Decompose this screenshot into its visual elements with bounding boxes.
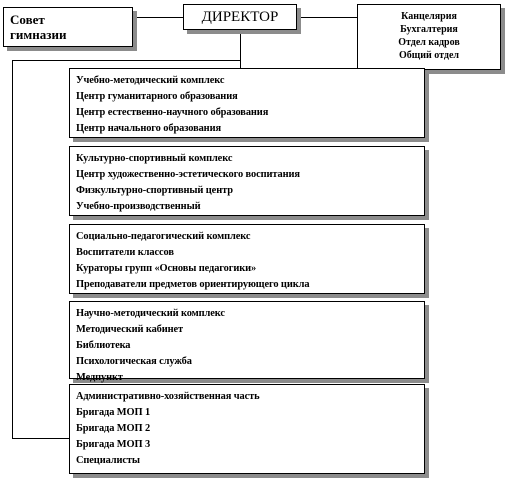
council-line-1: Совет — [10, 12, 45, 27]
complex-title: Административно-хозяйственная часть — [76, 391, 260, 402]
office-item: Бухгалтерия — [400, 24, 458, 35]
office-item: Канцелярия — [401, 11, 457, 22]
director-label: ДИРЕКТОР — [201, 9, 279, 25]
complex-item: Специалисты — [76, 455, 140, 466]
complex-title: Социально-педагогический комплекс — [76, 231, 251, 242]
office-item: Общий отдел — [399, 50, 459, 61]
council-line-2: гимназии — [10, 27, 67, 42]
complex-item: Медпункт — [76, 372, 123, 383]
complex-item: Учебно-производственный — [76, 201, 201, 212]
complex-item: Центр художественно-эстетического воспитания — [76, 169, 300, 180]
complex-title: Научно-методический комплекс — [76, 308, 225, 319]
complex-item: Центр начального образования — [76, 123, 221, 134]
council-box — [3, 7, 133, 47]
complex-item: Бригада МОП 1 — [76, 407, 151, 418]
complex-social-pedagogical — [69, 224, 425, 294]
connector-spine-bottom — [12, 438, 69, 439]
complex-item: Воспитатели классов — [76, 247, 174, 258]
connector-spine — [12, 60, 13, 438]
complex-scientific-methodical — [69, 301, 425, 383]
connector-council-director — [133, 17, 183, 18]
complex-title: Учебно-методический комплекс — [76, 75, 225, 86]
complex-educational-methodical — [69, 68, 425, 138]
offices-box — [357, 4, 501, 70]
complex-title: Культурно-спортивный комплекс — [76, 153, 233, 164]
connector-director-offices — [297, 17, 357, 18]
complex-item: Преподаватели предметов ориентирующего цикла — [76, 279, 310, 290]
connector-director-stem — [240, 30, 241, 68]
complex-item: Бригада МОП 2 — [76, 423, 151, 434]
connector-spine-top — [12, 60, 241, 61]
complex-item: Центр естественно-научного образования — [76, 107, 269, 118]
complex-item: Методический кабинет — [76, 324, 184, 335]
complex-item: Психологическая служба — [76, 356, 192, 367]
complex-item: Бригада МОП 3 — [76, 439, 151, 450]
complex-item: Кураторы групп «Основы педагогики» — [76, 263, 257, 274]
director-box — [183, 4, 297, 30]
complex-administrative-economic — [69, 384, 425, 474]
complex-item: Центр гуманитарного образования — [76, 91, 238, 102]
complex-item: Библиотека — [76, 340, 131, 351]
complex-cultural-sports — [69, 146, 425, 216]
complex-item: Физкультурно-спортивный центр — [76, 185, 233, 196]
office-item: Отдел кадров — [398, 37, 460, 48]
